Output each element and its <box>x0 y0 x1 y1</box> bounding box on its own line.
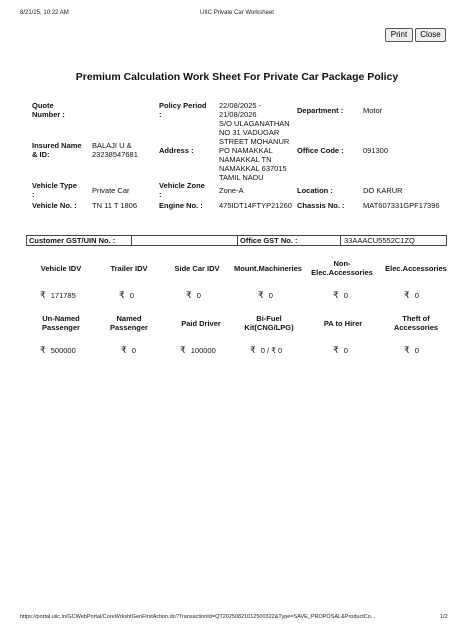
rupee-icon: ₹ <box>333 290 339 300</box>
theft-of-accessories-header: Theft of Accessories <box>393 314 439 332</box>
theft-of-accessories-value: ₹ 0 <box>404 345 419 355</box>
rupee-icon: ₹ <box>40 290 46 300</box>
paid-driver-header: Paid Driver <box>181 319 221 328</box>
department-label: Department : <box>297 106 344 115</box>
vehicle-no-label: Vehicle No. : <box>32 201 77 210</box>
vehicle-idv-value: ₹ 171785 <box>40 290 76 300</box>
vehicle-type-label: Vehicle Type : <box>32 181 77 199</box>
print-url: https://portal.uiic.in/GCWebPortal/CoreWrkshtGenFirstAction.do?TransactionId=QT20250821012500322&Type=SAVE_PROPOSAL&ProductCo... <box>20 614 376 620</box>
elec-accessories-header: Elec.Accessories <box>385 264 447 273</box>
close-button[interactable]: Close <box>415 28 446 42</box>
mount-machineries-header: Mount.Machineries <box>234 264 302 273</box>
paid-driver-value: ₹ 100000 <box>180 345 216 355</box>
insured-name-value: BALAJI U & 23238547681 <box>92 141 138 159</box>
print-page-number: 1/2 <box>440 614 448 620</box>
location-label: Location : <box>297 186 333 195</box>
bi-fuel-kit-header: Bi-Fuel Kit(CNG/LPG) <box>244 314 294 332</box>
office-gst-label: Office GST No. : <box>240 236 298 245</box>
mount-machineries-value: ₹ 0 <box>258 290 273 300</box>
rupee-icon: ₹ <box>258 290 264 300</box>
office-code-label: Office Code : <box>297 146 344 155</box>
trailer-idv-header: Trailer IDV <box>110 264 148 273</box>
office-gst-value: 33AAACU5552C1ZQ <box>344 236 415 245</box>
named-passenger-value: ₹ 0 <box>121 345 136 355</box>
vehicle-no-value: TN 11 T 1806 <box>92 201 138 210</box>
quote-number-label: Quote Number : <box>32 101 65 119</box>
location-value: DO KARUR <box>363 186 403 195</box>
chassis-no-value: MAT607331GPF17396 <box>363 201 440 210</box>
rupee-icon: ₹ <box>404 345 410 355</box>
policy-period-value: 22/08/2025 - 21/08/2026 <box>219 101 262 119</box>
gst-divider <box>237 236 238 245</box>
rupee-icon: ₹ <box>119 290 125 300</box>
rupee-icon: ₹ <box>186 290 192 300</box>
non-elec-accessories-value: ₹ 0 <box>333 290 348 300</box>
rupee-icon: ₹ <box>333 345 339 355</box>
bi-fuel-kit-value: ₹ 0 / ₹ 0 <box>250 345 283 355</box>
engine-no-label: Engine No. : <box>159 201 203 210</box>
gst-divider <box>131 236 132 245</box>
address-label: Address : <box>159 146 194 155</box>
side-car-idv-value: ₹ 0 <box>186 290 201 300</box>
pa-to-hirer-header: PA to Hirer <box>323 319 363 328</box>
vehicle-zone-label: Vehicle Zone : <box>159 181 205 199</box>
engine-no-value: 475IDT14FTYP21260 <box>219 201 292 210</box>
gst-row <box>26 235 447 246</box>
insured-name-label: Insured Name & ID: <box>32 141 82 159</box>
page-title: Premium Calculation Work Sheet For Private Car Package Policy <box>75 71 399 83</box>
vehicle-type-value: Private Car <box>92 186 130 195</box>
print-page-title: UIIC Private Car Worksheet <box>200 10 274 16</box>
rupee-icon: ₹ <box>404 290 410 300</box>
trailer-idv-value: ₹ 0 <box>119 290 134 300</box>
rupee-icon: ₹ <box>40 345 46 355</box>
rupee-icon: ₹ <box>121 345 127 355</box>
print-datetime: 8/21/25, 10:22 AM <box>20 10 69 16</box>
pa-to-hirer-value: ₹ 0 <box>333 345 348 355</box>
vehicle-idv-header: Vehicle IDV <box>40 264 82 273</box>
rupee-icon: ₹ <box>250 345 256 355</box>
rupee-icon: ₹ <box>180 345 186 355</box>
customer-gst-label: Customer GST/UIN No. : <box>29 236 116 245</box>
print-button[interactable]: Print <box>385 28 413 42</box>
gst-divider <box>340 236 341 245</box>
department-value: Motor <box>363 106 383 115</box>
named-passenger-header: Named Passenger <box>110 314 148 332</box>
policy-period-label: Policy Period : <box>159 101 207 119</box>
office-code-value: 091300 <box>363 146 389 155</box>
chassis-no-label: Chassis No. : <box>297 201 345 210</box>
elec-accessories-value: ₹ 0 <box>404 290 419 300</box>
un-named-passenger-header: Un-Named Passenger <box>42 314 80 332</box>
non-elec-accessories-header: Non- Elec.Accessories <box>311 259 373 277</box>
side-car-idv-header: Side Car IDV <box>174 264 220 273</box>
un-named-passenger-value: ₹ 500000 <box>40 345 76 355</box>
vehicle-zone-value: Zone-A <box>219 186 244 195</box>
address-value: S/O ULAGANATHAN NO 31 VADUGAR STREET MOHANUR PO NAMAKKAL NAMAKKAL TN NAMAKKAL 637015 TAMIL NADU <box>219 119 290 182</box>
